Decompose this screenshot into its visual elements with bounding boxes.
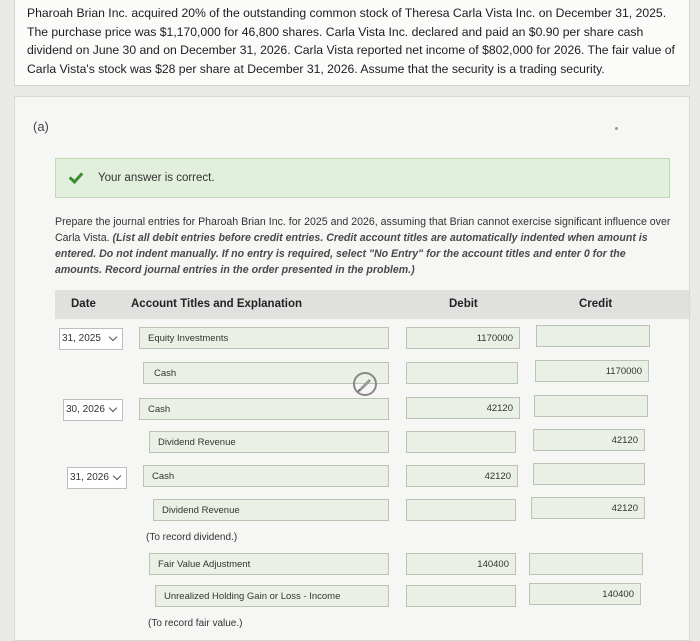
- account-field[interactable]: Fair Value Adjustment: [149, 553, 389, 575]
- debit-field[interactable]: 140400: [406, 553, 516, 575]
- column-date: Date: [71, 298, 96, 310]
- chevron-down-icon: [109, 404, 117, 412]
- account-field[interactable]: Dividend Revenue: [153, 499, 389, 521]
- decorative-dot: [615, 127, 618, 130]
- credit-field[interactable]: [536, 325, 650, 347]
- fair-value-note: (To record fair value.): [148, 618, 243, 629]
- debit-field[interactable]: [406, 362, 518, 384]
- edit-pencil-icon[interactable]: [352, 371, 378, 397]
- credit-field[interactable]: [529, 553, 643, 575]
- date-select[interactable]: 31, 2025: [59, 328, 123, 350]
- dividend-note: (To record dividend.): [146, 532, 238, 543]
- date-select[interactable]: 30, 2026: [63, 399, 123, 421]
- question-card: [14, 96, 690, 641]
- part-label: (a): [33, 119, 49, 134]
- instructions-text: Prepare the journal entries for Pharoah Brian Inc. for 2025 and 2026, assuming that Brian cannot exercise significant influence over Carla Vista.: [55, 216, 671, 244]
- status-message: Your answer is correct.: [98, 172, 215, 184]
- journal-table-header: [55, 290, 689, 319]
- debit-field[interactable]: 1170000: [406, 327, 520, 349]
- chevron-down-icon: [109, 333, 117, 341]
- credit-field[interactable]: 1170000: [535, 360, 649, 382]
- debit-field[interactable]: [406, 499, 516, 521]
- problem-statement: Pharoah Brian Inc. acquired 20% of the outstanding common stock of Theresa Carla Vista Inc. on December 31, 2025. The purchase price was $1,170,000 for 46,800 shares. Carla Vista Inc. declared and paid an $0.90 per share cash dividend on June 30 and on December 31, 2026. Carla Vista reported net income of $802,000 for 2026. The fair value of Carla Vista's stock was $28 per share at December 31, 2026. Assume that the security is a trading security.: [14, 0, 690, 86]
- account-field[interactable]: Cash: [139, 398, 389, 420]
- account-field[interactable]: Dividend Revenue: [149, 431, 389, 453]
- checkmark-icon: [68, 170, 84, 186]
- credit-field[interactable]: 42120: [531, 497, 645, 519]
- correct-banner: [55, 158, 670, 198]
- account-field[interactable]: Unrealized Holding Gain or Loss - Income: [155, 585, 389, 607]
- column-credit: Credit: [579, 298, 613, 310]
- debit-field[interactable]: [406, 431, 516, 453]
- date-select[interactable]: 31, 2026: [67, 467, 127, 489]
- column-account: Account Titles and Explanation: [131, 298, 303, 310]
- credit-field[interactable]: [534, 395, 648, 417]
- debit-field[interactable]: [406, 585, 516, 607]
- column-debit: Debit: [449, 298, 478, 310]
- chevron-down-icon: [113, 472, 121, 480]
- instructions-emphasis: (List all debit entries before credit entries. Credit account titles are automatically indented when amount is entered. Do not indent manually. If no entry is required, select "No Entry" for the account titles and enter 0 for the amounts. Record journal entries in the order presented in the problem.): [55, 232, 648, 276]
- debit-field[interactable]: 42120: [406, 465, 518, 487]
- account-field[interactable]: Cash: [143, 465, 389, 487]
- credit-field[interactable]: [533, 463, 645, 485]
- account-field[interactable]: Equity Investments: [139, 327, 389, 349]
- debit-field[interactable]: 42120: [406, 397, 520, 419]
- account-field[interactable]: Cash: [143, 362, 389, 384]
- credit-field[interactable]: 42120: [533, 429, 645, 451]
- instructions: [55, 214, 675, 278]
- credit-field[interactable]: 140400: [529, 583, 641, 605]
